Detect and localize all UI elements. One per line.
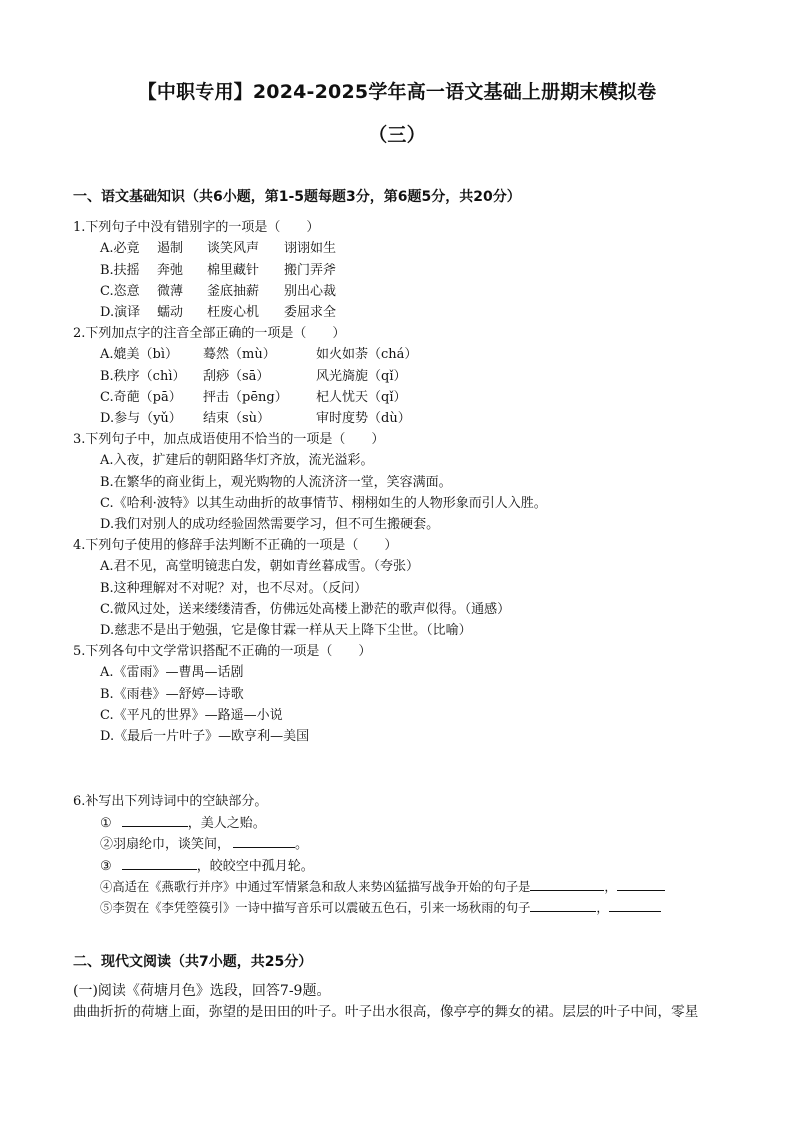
option-label: C.奇葩（pā） (100, 390, 182, 405)
item-text: ，美人之贻。 (187, 816, 266, 831)
section1-heading: 一、语文基础知识（共6小题，第1-5题每题3分，第6题5分，共20分） (73, 189, 521, 205)
q1-option-a (100, 241, 336, 257)
option-word: 结束（sù） (203, 411, 271, 426)
q2-option-d (100, 411, 411, 427)
q2-stem: 2.下列加点字的注音全部正确的一项是（ ） (73, 326, 346, 341)
item-text: ， (604, 880, 617, 894)
option-word: 奔弛 (157, 263, 184, 278)
q6-item-5 (100, 899, 661, 916)
answer-blank[interactable] (233, 835, 295, 848)
q3-option-c: C.《哈利·波特》以其生动曲折的故事情节、栩栩如生的人物形象而引人入胜。 (100, 496, 547, 511)
item-text: 。 (295, 837, 309, 852)
q5-option-d: D.《最后一片叶子》—欧亨利—美国 (100, 729, 310, 744)
q5-option-c: C.《平凡的世界》—路遥—小说 (100, 708, 283, 723)
option-word: 枉废心机 (207, 305, 260, 320)
q6-item-4 (100, 878, 665, 895)
option-word: 谈笑风声 (207, 241, 260, 256)
section2-heading: 二、现代文阅读（共7小题，共25分） (73, 954, 313, 970)
option-word: 蓦然（mù） (203, 347, 276, 362)
item-text: ，皎皎空中孤月轮。 (196, 859, 314, 874)
q3-stem: 3.下列句子中，加点成语使用不恰当的一项是（ ） (73, 432, 385, 447)
answer-blank[interactable] (122, 814, 188, 827)
item-number: ① (100, 816, 112, 831)
option-word: 抨击（pēng） (203, 390, 288, 405)
answer-blank[interactable] (530, 899, 596, 912)
item-text: 高适在《燕歌行并序》中通过军情紧急和敌人来势凶猛描写战争开始的句子是 (112, 880, 531, 894)
q2-option-c (100, 390, 406, 406)
option-word: 蠕动 (157, 305, 184, 320)
option-word: 诩诩如生 (284, 241, 337, 256)
q6-item-3 (100, 857, 314, 875)
item-text: 羽扇纶巾，谈笑间， (113, 837, 231, 852)
q6-item-1 (100, 814, 266, 832)
q3-option-a: A.入夜，扩建后的朝阳路华灯齐放，流光溢彩。 (100, 453, 374, 468)
option-label: C.恣意 (100, 284, 140, 299)
q6-item-2 (100, 835, 308, 853)
item-text: ， (596, 901, 609, 915)
q6-stem: 6.补写出下列诗词中的空缺部分。 (73, 794, 268, 809)
q5-stem: 5.下列各句中文学常识搭配不正确的一项是（ ） (73, 644, 372, 659)
option-word: 遏制 (157, 241, 184, 256)
q4-option-c: C.微风过处，送来缕缕清香，仿佛远处高楼上渺茫的歌声似得。（通感） (100, 602, 511, 617)
option-label: A.媲美（bì） (100, 347, 179, 362)
answer-blank[interactable] (530, 878, 604, 891)
q3-option-d: D.我们对别人的成功经验固然需要学习，但不可生搬硬套。 (100, 517, 440, 532)
q4-stem: 4.下列句子使用的修辞手法判断不正确的一项是（ ） (73, 538, 398, 553)
option-label: A.必竟 (100, 241, 140, 256)
option-word: 搬门弄斧 (284, 263, 337, 278)
answer-blank[interactable] (617, 878, 665, 891)
option-word: 棉里藏针 (207, 263, 260, 278)
q2-option-b (100, 369, 406, 385)
option-label: B.秩序（chì） (100, 369, 186, 384)
item-number: ③ (100, 859, 112, 874)
option-word: 审时度势（dù） (316, 411, 411, 426)
q4-option-d: D.慈悲不是出于勉强，它是像甘霖一样从天上降下尘世。（比喻） (100, 623, 472, 638)
option-word: 微薄 (157, 284, 184, 299)
answer-blank[interactable] (609, 899, 661, 912)
exam-subtitle: （三） (368, 124, 426, 146)
item-number: ⑤ (100, 901, 113, 915)
q4-option-a: A.君不见，高堂明镜悲白发，朝如青丝暮成雪。（夸张） (100, 559, 420, 574)
q4-option-b: B.这种理解对不对呢？对，也不尽对。（反问） (100, 581, 368, 596)
item-number: ④ (100, 880, 113, 894)
option-word: 刮痧（sā） (203, 369, 270, 384)
option-label: B.扶摇 (100, 263, 140, 278)
q5-option-b: B.《雨巷》—舒婷—诗歌 (100, 687, 244, 702)
option-word: 杞人忧天（qǐ） (316, 390, 407, 405)
option-label: D.参与（yǔ） (100, 411, 182, 426)
item-number: ② (100, 837, 114, 852)
q1-option-b (100, 263, 336, 279)
q2-option-a (100, 347, 417, 363)
reading-passage: 曲曲折折的荷塘上面，弥望的是田田的叶子。叶子出水很高，像亭亭的舞女的裙。层层的叶子中间，零星 (73, 1004, 699, 1020)
q5-option-a: A.《雷雨》—曹禺—话剧 (100, 665, 244, 680)
q3-option-b: B.在繁华的商业街上，观光购物的人流济济一堂，笑容满面。 (100, 475, 452, 490)
option-word: 别出心裁 (284, 284, 337, 299)
q1-stem: 1.下列句子中没有错别字的一项是（ ） (73, 220, 320, 235)
option-word: 风光旖旎（qǐ） (316, 369, 407, 384)
reading-intro: (一)阅读《荷塘月色》选段，回答7-9题。 (73, 983, 331, 999)
item-text: 李贺在《李凭箜篌引》一诗中描写音乐可以震破五色石，引来一场秋雨的句子 (112, 901, 531, 915)
option-word: 如火如荼（chá） (316, 347, 418, 362)
option-word: 委屈求全 (284, 305, 337, 320)
option-label: D.演译 (100, 305, 141, 320)
option-word: 釜底抽薪 (207, 284, 260, 299)
q1-option-d (100, 305, 336, 321)
exam-title: 【中职专用】2024-2025学年高一语文基础上册期末模拟卷 (137, 81, 657, 103)
q1-option-c (100, 284, 336, 300)
answer-blank[interactable] (122, 857, 197, 870)
